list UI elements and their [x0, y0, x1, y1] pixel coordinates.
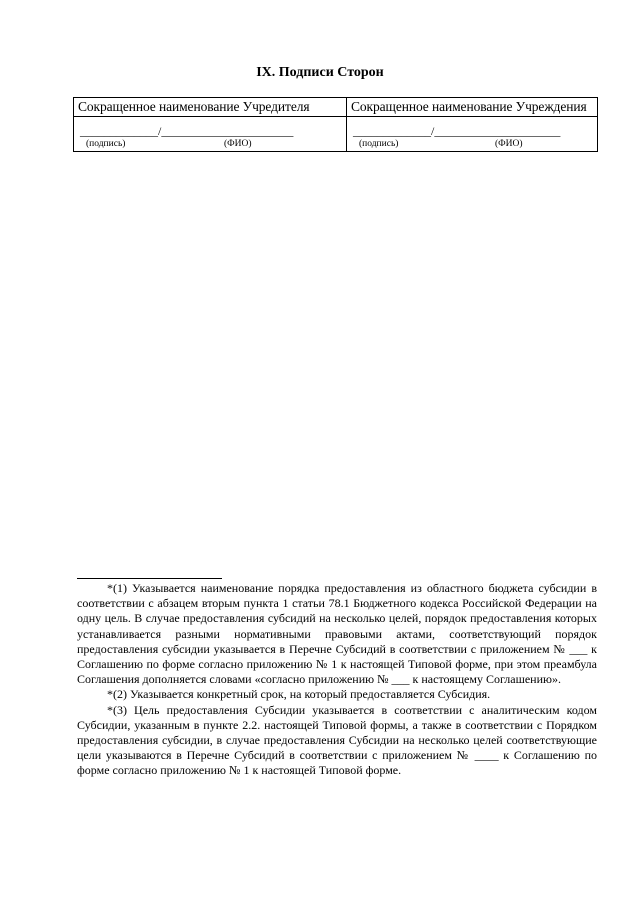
footnote-1: *(1) Указывается наименование порядка предоставления из областного бюджета субсидии в соответствии с абзацем вторым пункта 1 статьи 78.1 Бюджетного кодекса Российской Федерации на одну цель. В случае предоставления субсидий на несколько целей, порядок предоставления которых устанавливается разными нормативными правовыми актами, соответствующий порядок предоставления субсидии указывается в Перечне Субсидий в соответствии с приложением № ___ к Соглашению по форме согласно приложению № 1 к настоящей Типовой форме, при этом преамбула Соглашения дополняется словами «согласно приложению № ___ к настоящему Соглашению». [77, 581, 597, 687]
institution-signature-cell [347, 117, 598, 152]
founder-signature-line: _____________/______________________ [80, 124, 294, 138]
footnotes [77, 581, 597, 779]
institution-signature-label: (подпись) [359, 139, 399, 149]
institution-signature-line: _____________/_____________________ [353, 124, 561, 138]
founder-signature-label: (подпись) [86, 139, 126, 149]
footnote-3: *(3) Цель предоставления Субсидии указывается в соответствии с аналитическим кодом Субсидии, указанным в пункте 2.2. настоящей Типовой формы, а также в соответствии с Порядком предоставления субсидии, в случае предоставления Субсидии на несколько целей соответствующие цели указываются в Перечне Субсидий в соответствии с приложением № ____ к Соглашению по форме согласно приложению № 1 к настоящей Типовой форме. [77, 702, 597, 778]
footnote-divider [77, 578, 222, 579]
institution-name-cell: Сокращенное наименование Учреждения [347, 98, 598, 117]
footnote-2: *(2) Указывается конкретный срок, на который предоставляется Субсидия. [107, 687, 491, 702]
section-title: IX. Подписи Сторон [256, 65, 384, 80]
signatures-table [73, 97, 598, 152]
founder-name-cell: Сокращенное наименование Учредителя [74, 98, 347, 117]
institution-name-label: (ФИО) [495, 139, 523, 149]
founder-signature-cell [74, 117, 347, 152]
founder-name-label: (ФИО) [224, 139, 252, 149]
party-names-row [74, 98, 598, 117]
signature-row [74, 117, 598, 152]
